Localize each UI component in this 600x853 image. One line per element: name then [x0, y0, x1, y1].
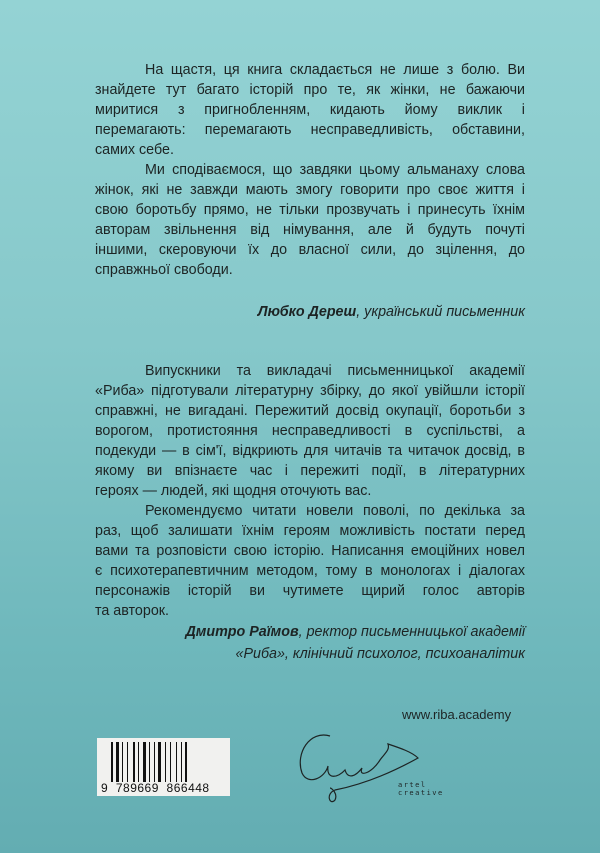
barcode-bar	[120, 742, 121, 782]
text-line: героях — людей, які щодня оточують вас.	[95, 483, 372, 499]
quote-2-signature	[185, 621, 525, 665]
barcode-bar	[170, 742, 171, 782]
barcode-bar	[167, 742, 169, 782]
isbn-barcode	[97, 738, 230, 796]
barcode-bar	[133, 742, 135, 782]
barcode-number: 9 789669 866448	[101, 781, 210, 795]
barcode-bar	[129, 742, 132, 782]
text-line: Ми сподіваємося, що завдяки цьому альманаху слова	[145, 162, 525, 178]
text-line: На щастя, ця книга складається не лише з болю. Ви	[145, 62, 525, 78]
barcode-bar	[178, 742, 180, 782]
barcode-bar	[124, 742, 126, 782]
barcode-bar	[149, 742, 150, 782]
text-line: вами та розповісти свою історію. Написання емоційних новел	[95, 543, 525, 559]
barcode-bar	[176, 742, 177, 782]
text-line: та авторок.	[95, 603, 170, 619]
barcode-bar	[151, 742, 153, 782]
quote-2-author: Дмитро Раїмов	[185, 624, 299, 640]
text-line: іншими, скеровуючи їх до власної сили, до зцілення, до	[95, 242, 525, 258]
text-line: справжньої свободи.	[95, 262, 233, 278]
text-line: перемагають: перемагають несправедливість, обставини,	[95, 122, 525, 138]
text-line: свою боротьбу прямо, не тільки прозвучать і принесуть їхнім	[95, 202, 525, 218]
text-line: Рекомендуємо читати новели поволі, по декілька за	[145, 503, 525, 519]
text-line: Випускники та викладачі письменницької академії	[145, 363, 525, 379]
text-line: раз, щоб залишати їхнім героям можливість постати перед	[95, 523, 525, 539]
barcode-bar	[162, 742, 164, 782]
text-line: самих себе.	[95, 142, 174, 158]
text-line: ворогом, протистояння несправедливості в суспільстві, а	[95, 423, 525, 439]
barcode-bar	[122, 742, 123, 782]
quote-1-text	[95, 60, 525, 280]
text-line: якому ви впізнаєте час і пережиті події, в літературних	[95, 463, 525, 479]
barcode-bar	[183, 742, 184, 782]
text-line: персонажів історій ви чутимете щирий голос авторів	[95, 583, 525, 599]
text-line: «Риба» підготували літературну збірку, до якої увійшли історії	[95, 383, 525, 399]
quote-1-author-role: , український письменник	[356, 304, 525, 320]
barcode-bar	[185, 742, 187, 782]
barcode-bars	[111, 742, 223, 782]
barcode-bar	[111, 742, 113, 782]
barcode-bar	[165, 742, 166, 782]
quote-2-author-role-cont: «Риба», клінічний психолог, психоаналітик	[235, 646, 525, 662]
barcode-bar	[147, 742, 148, 782]
barcode-bar	[172, 742, 175, 782]
publisher-logo-text: artel creative	[398, 781, 444, 797]
barcode-bar	[181, 742, 182, 782]
quote-2-author-role: , ректор письменницької академії	[298, 624, 525, 640]
text-line: миритися з пригнобленням, кидають йому виклик і	[95, 102, 525, 118]
barcode-bar	[127, 742, 128, 782]
barcode-bar	[136, 742, 137, 782]
quote-1-signature	[258, 301, 525, 323]
barcode-bar	[158, 742, 161, 782]
quote-2-text	[95, 361, 525, 621]
quote-1-author: Любко Дереш	[257, 304, 357, 320]
barcode-bar	[138, 742, 139, 782]
text-line: знайдете тут багато історій про те, як жінки, не бажаючи	[95, 82, 525, 98]
barcode-bar	[154, 742, 155, 782]
barcode-bar	[143, 742, 146, 782]
barcode-bar	[156, 742, 157, 782]
barcode-bar	[140, 742, 142, 782]
text-line: є психотерапевтичним методом, тому в монологах і діалогах	[95, 563, 525, 579]
website-link[interactable]: www.riba.academy	[402, 707, 512, 722]
text-line: жінок, які не завжди мають змогу говорити про своє життя і	[95, 182, 525, 198]
barcode-bar	[114, 742, 115, 782]
barcode-bar	[116, 742, 119, 782]
text-line: справжні, не вигадані. Пережитий досвід окупації, боротьби з	[95, 403, 525, 419]
text-line: авторам звільнення від німування, але й будуть почуті	[95, 222, 525, 238]
text-line: подекуди — в сім'ї, відкриють для читачів та читачок досвід, в	[95, 443, 525, 459]
